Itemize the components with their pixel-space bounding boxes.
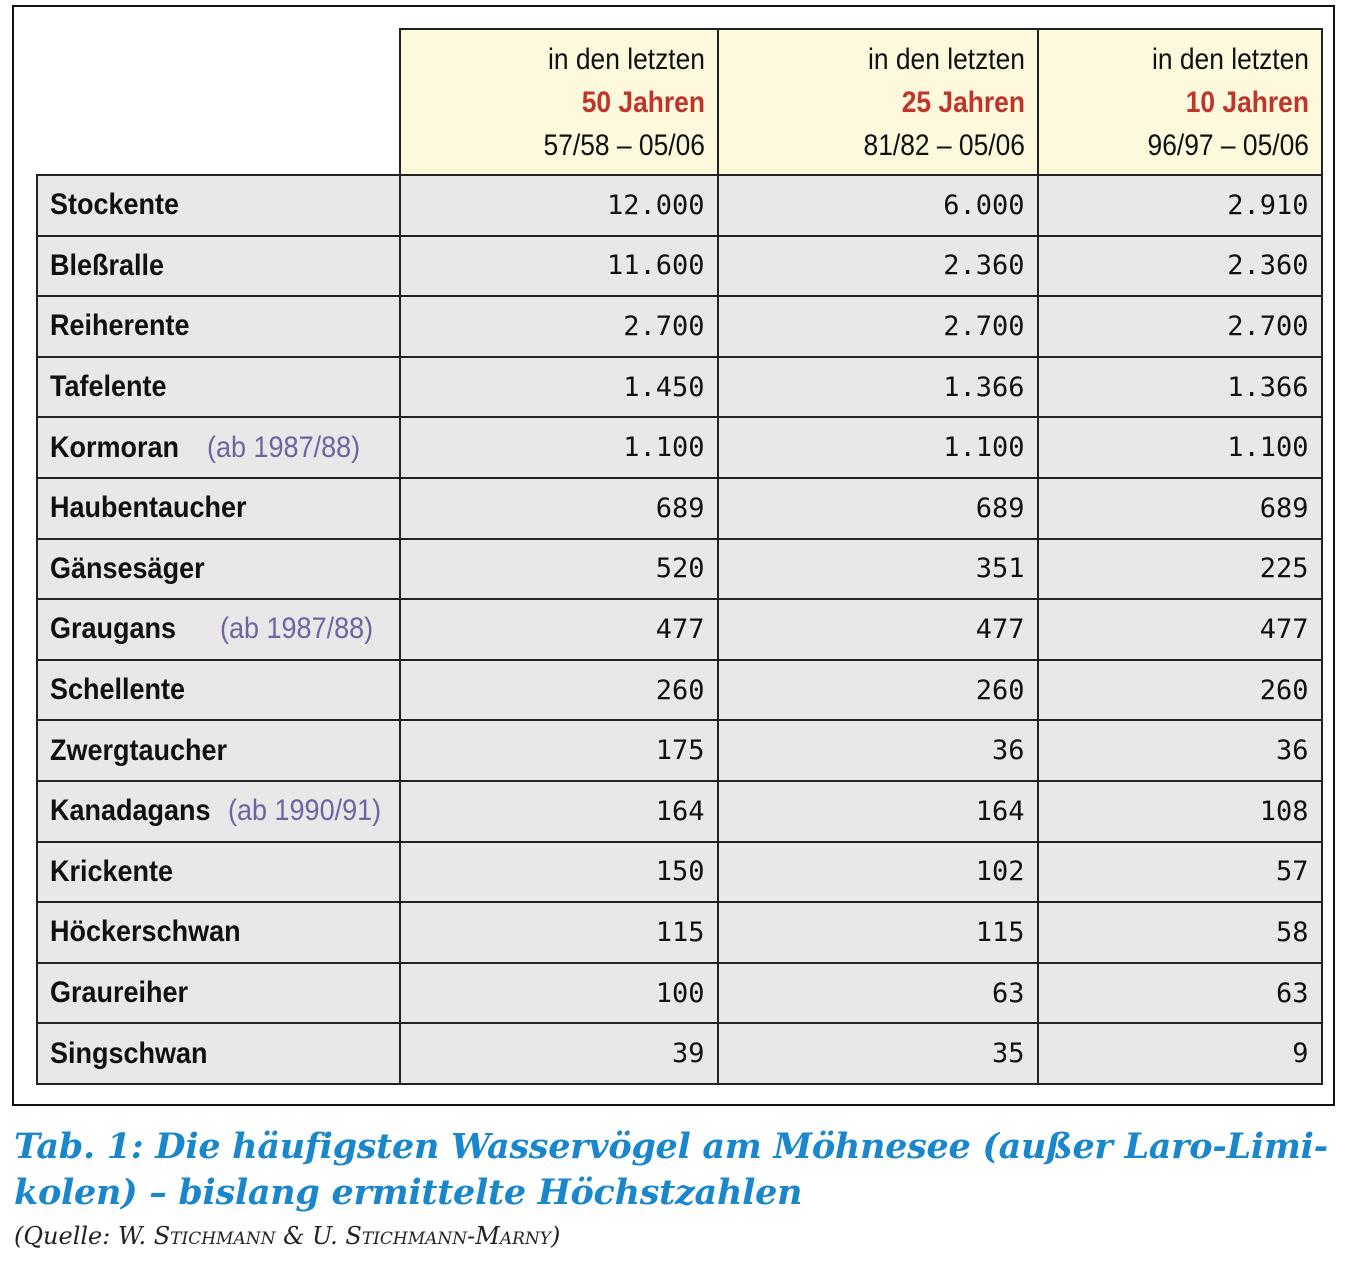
value-cell-10y: 36 xyxy=(1038,720,1322,781)
waterbird-table xyxy=(36,28,1323,1085)
value-cell-10y: 57 xyxy=(1038,842,1322,903)
value-cell-10y: 477 xyxy=(1038,599,1322,660)
value-cell-25y: 260 xyxy=(718,660,1038,721)
value-cell-25y: 351 xyxy=(718,539,1038,600)
column-header-period: 10 Jahren xyxy=(1185,85,1309,119)
table-row xyxy=(37,539,1322,600)
value-cell-25y: 1.366 xyxy=(718,357,1038,418)
species-note: (ab 1990/91) xyxy=(228,794,382,828)
caption-line: kolen) – bislang ermittelte Höchstzahlen xyxy=(14,1172,803,1213)
table-frame xyxy=(12,5,1335,1106)
table-row xyxy=(37,660,1322,721)
species-note: (ab 1987/88) xyxy=(220,612,374,646)
table-row xyxy=(37,296,1322,357)
table-row xyxy=(37,417,1322,478)
value-cell-25y: 115 xyxy=(718,902,1038,963)
value-cell-10y: 108 xyxy=(1038,781,1322,842)
species-cell xyxy=(37,720,400,781)
value-cell-25y: 477 xyxy=(718,599,1038,660)
species-cell xyxy=(37,175,400,236)
table-row xyxy=(37,236,1322,297)
value-cell-50y: 175 xyxy=(400,720,718,781)
value-cell-50y: 115 xyxy=(400,902,718,963)
species-cell xyxy=(37,1023,400,1084)
value-cell-25y: 35 xyxy=(718,1023,1038,1084)
value-cell-50y: 150 xyxy=(400,842,718,903)
table-row xyxy=(37,1023,1322,1084)
species-cell xyxy=(37,236,400,297)
species-cell xyxy=(37,781,400,842)
source-author: Stichmann-Marny xyxy=(345,1222,551,1250)
species-cell xyxy=(37,539,400,600)
value-cell-10y: 63 xyxy=(1038,963,1322,1024)
value-cell-10y: 2.910 xyxy=(1038,175,1322,236)
value-cell-10y: 260 xyxy=(1038,660,1322,721)
source-middle: & U. xyxy=(275,1222,346,1250)
species-cell xyxy=(37,478,400,539)
species-note: (ab 1987/88) xyxy=(207,430,361,464)
species-name: Höckerschwan xyxy=(50,915,241,949)
species-name: Schellente xyxy=(50,673,186,707)
value-cell-10y: 58 xyxy=(1038,902,1322,963)
column-header-line: in den letzten xyxy=(867,42,1025,76)
table-row xyxy=(37,963,1322,1024)
species-cell xyxy=(37,296,400,357)
source-author: Stichmann xyxy=(153,1222,276,1250)
column-header-50-years xyxy=(400,29,718,175)
source-prefix: (Quelle: W. xyxy=(14,1222,154,1250)
species-cell xyxy=(37,599,400,660)
value-cell-50y: 2.700 xyxy=(400,296,718,357)
column-header-period: 50 Jahren xyxy=(581,85,705,119)
species-name: Kanadagans xyxy=(50,794,211,828)
value-cell-50y: 1.100 xyxy=(400,417,718,478)
species-cell xyxy=(37,660,400,721)
table-row xyxy=(37,478,1322,539)
value-cell-50y: 477 xyxy=(400,599,718,660)
header-blank-cell xyxy=(37,29,400,175)
value-cell-50y: 260 xyxy=(400,660,718,721)
table-row xyxy=(37,175,1322,236)
value-cell-25y: 2.360 xyxy=(718,236,1038,297)
species-name: Singschwan xyxy=(50,1036,208,1070)
species-name: Zwergtaucher xyxy=(50,733,228,767)
column-header-range: 57/58 – 05/06 xyxy=(543,128,705,162)
species-cell xyxy=(37,417,400,478)
value-cell-25y: 36 xyxy=(718,720,1038,781)
value-cell-10y: 225 xyxy=(1038,539,1322,600)
species-cell xyxy=(37,963,400,1024)
table-header-row xyxy=(37,29,1322,175)
column-header-line: in den letzten xyxy=(1151,42,1309,76)
species-name: Reiherente xyxy=(50,309,190,343)
source-suffix: ) xyxy=(551,1222,561,1250)
value-cell-25y: 102 xyxy=(718,842,1038,903)
value-cell-10y: 2.700 xyxy=(1038,296,1322,357)
species-name: Bleßralle xyxy=(50,248,165,282)
column-header-period: 25 Jahren xyxy=(901,85,1025,119)
table-row xyxy=(37,902,1322,963)
value-cell-25y: 1.100 xyxy=(718,417,1038,478)
value-cell-50y: 689 xyxy=(400,478,718,539)
value-cell-50y: 1.450 xyxy=(400,357,718,418)
value-cell-10y: 689 xyxy=(1038,478,1322,539)
species-cell xyxy=(37,842,400,903)
value-cell-50y: 164 xyxy=(400,781,718,842)
table-caption xyxy=(14,1124,1344,1216)
species-name: Tafelente xyxy=(50,370,167,404)
table-row xyxy=(37,781,1322,842)
value-cell-25y: 164 xyxy=(718,781,1038,842)
source-credit xyxy=(14,1222,560,1250)
table-row xyxy=(37,357,1322,418)
column-header-range: 81/82 – 05/06 xyxy=(863,128,1025,162)
column-header-line: in den letzten xyxy=(547,42,705,76)
column-header-range: 96/97 – 05/06 xyxy=(1147,128,1309,162)
species-name: Krickente xyxy=(50,854,174,888)
value-cell-50y: 39 xyxy=(400,1023,718,1084)
caption-line: Tab. 1: Die häufigsten Wasservögel am Möhnesee (außer Laro-Limi- xyxy=(14,1126,1328,1167)
value-cell-10y: 1.366 xyxy=(1038,357,1322,418)
column-header-10-years xyxy=(1038,29,1322,175)
table-row xyxy=(37,842,1322,903)
value-cell-50y: 12.000 xyxy=(400,175,718,236)
species-name: Haubentaucher xyxy=(50,491,247,525)
table-row xyxy=(37,720,1322,781)
column-header-25-years xyxy=(718,29,1038,175)
value-cell-25y: 2.700 xyxy=(718,296,1038,357)
value-cell-10y: 2.360 xyxy=(1038,236,1322,297)
value-cell-10y: 9 xyxy=(1038,1023,1322,1084)
value-cell-25y: 63 xyxy=(718,963,1038,1024)
value-cell-50y: 100 xyxy=(400,963,718,1024)
species-name: Gänsesäger xyxy=(50,551,205,585)
value-cell-25y: 6.000 xyxy=(718,175,1038,236)
value-cell-25y: 689 xyxy=(718,478,1038,539)
species-name: Stockente xyxy=(50,188,180,222)
value-cell-50y: 11.600 xyxy=(400,236,718,297)
species-name: Kormoran xyxy=(50,430,180,464)
table-row xyxy=(37,599,1322,660)
value-cell-10y: 1.100 xyxy=(1038,417,1322,478)
value-cell-50y: 520 xyxy=(400,539,718,600)
species-cell xyxy=(37,902,400,963)
species-cell xyxy=(37,357,400,418)
species-name: Graugans xyxy=(50,612,177,646)
species-name: Graureiher xyxy=(50,976,189,1010)
